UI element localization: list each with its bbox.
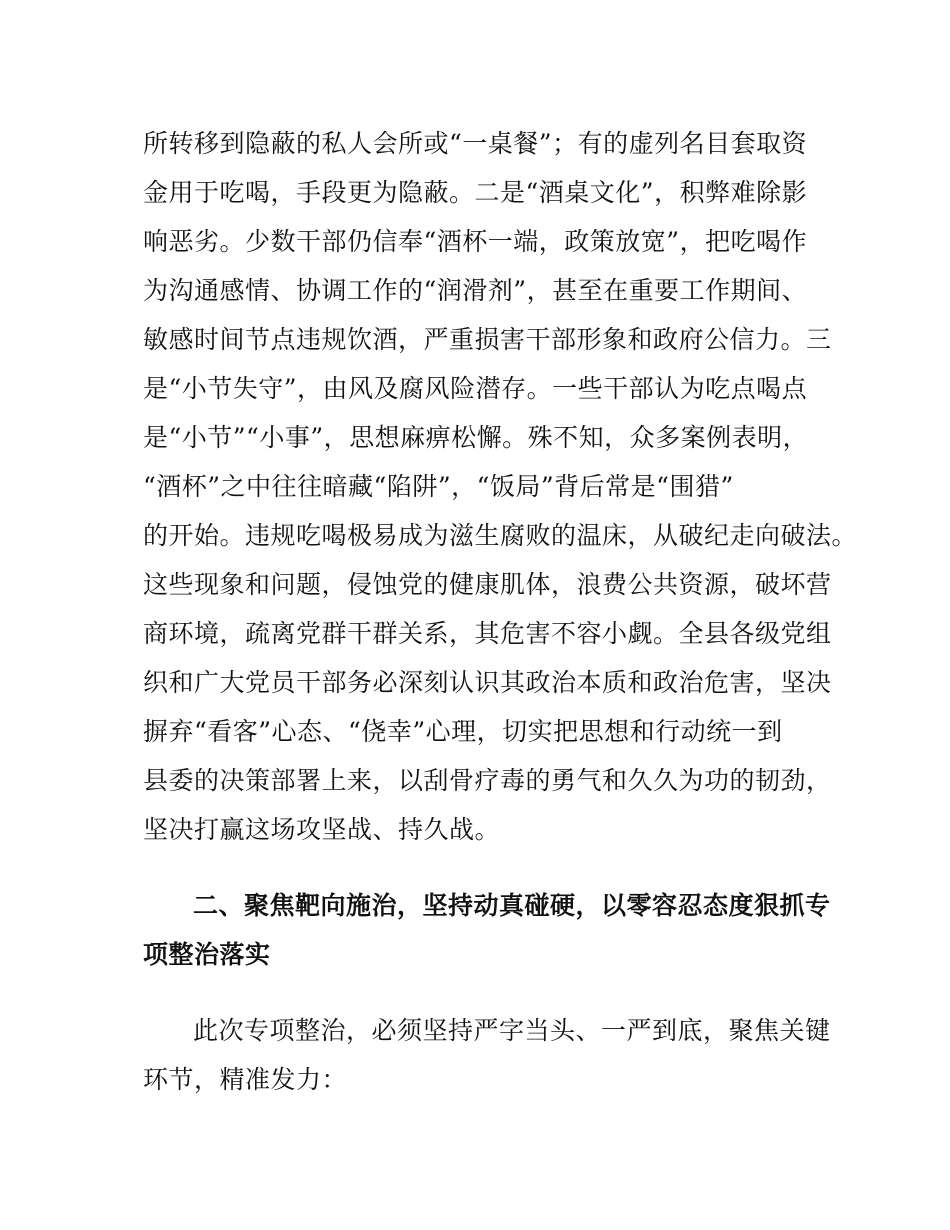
- body-text-line: 此次专项整治，必须坚持严字当头、一严到底，聚焦关键: [193, 1016, 831, 1045]
- body-text-line: 敏感时间节点违规饮酒，严重损害干部形象和政府公信力。三: [143, 325, 832, 354]
- body-text-line: 的开始。违规吃喝极易成为滋生腐败的温床，从破纪走向破法。: [143, 521, 858, 550]
- body-text-line: 金用于吃喝，手段更为隐蔽。二是“酒桌文化”，积弊难除影: [143, 178, 808, 207]
- body-text-line: 摒弃“看客”心态、“侥幸”心理，切实把思想和行动统一到: [143, 717, 783, 746]
- body-text-line: 环节，精准发力：: [143, 1065, 348, 1094]
- body-text-line: 为沟通感情、协调工作的“润滑剂”，甚至在重要工作期间、: [143, 276, 808, 305]
- body-text-line: 是“小节失守”，由风及腐风险潜存。一些干部认为吃点喝点: [143, 374, 808, 403]
- body-text-line: 商环境，疏离党群干群关系，其危害不容小觑。全县各级党组: [143, 619, 832, 648]
- section-heading: 项整治落实: [143, 940, 271, 969]
- body-text-line: 所转移到隐蔽的私人会所或“一桌餐”；有的虚列名目套取资: [143, 129, 808, 158]
- body-text-line: “酒杯”之中往往暗藏“陷阱”，“饭局”背后常是“围猎”: [143, 472, 734, 501]
- body-text-line: 织和广大党员干部务必深刻认识其政治本质和政治危害，坚决: [143, 668, 832, 697]
- body-text-line: 坚决打赢这场攻坚战、持久战。: [143, 815, 501, 844]
- body-text-line: 县委的决策部署上来，以刮骨疗毒的勇气和久久为功的韧劲，: [143, 766, 832, 795]
- body-text-line: 是“小节”“小事”，思想麻痹松懈。殊不知，众多案例表明，: [143, 423, 809, 452]
- body-text-line: 这些现象和问题，侵蚀党的健康肌体，浪费公共资源，破坏营: [143, 570, 832, 599]
- section-heading: 二、聚焦靶向施治，坚持动真碰硬，以零容忍态度狠抓专: [193, 891, 831, 920]
- body-text-line: 响恶劣。少数干部仍信奉“酒杯一端，政策放宽”，把吃喝作: [143, 227, 808, 256]
